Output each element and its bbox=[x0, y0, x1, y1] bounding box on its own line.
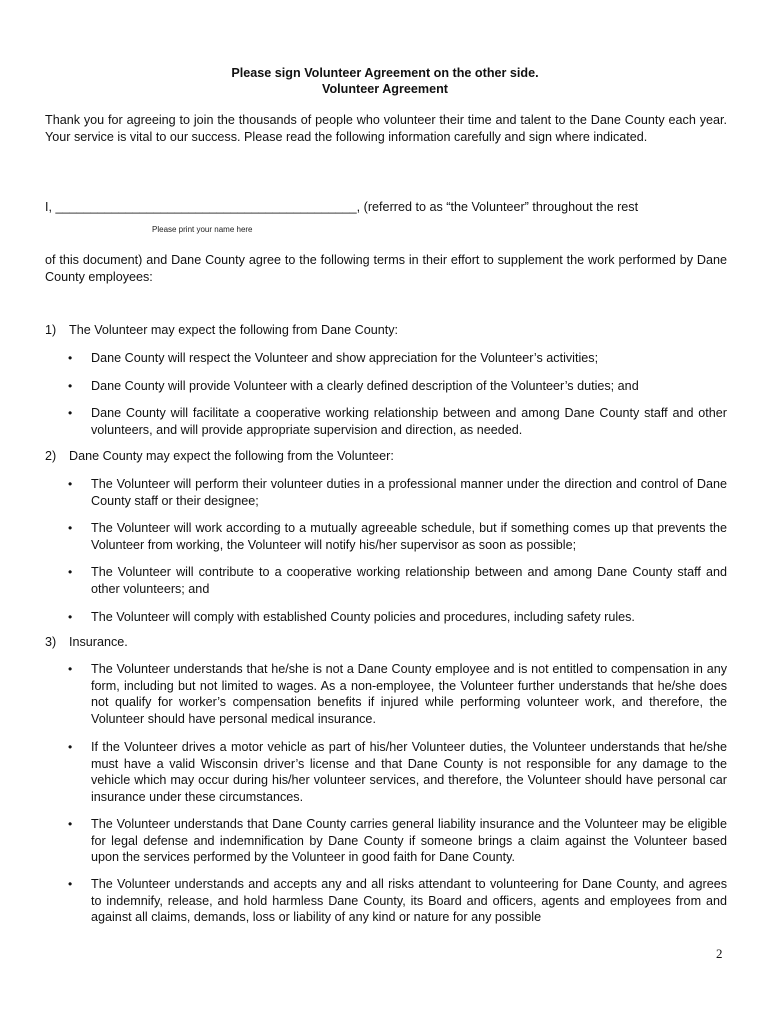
list-item-text: The Volunteer will perform their volunteer duties in a professional manner under the direction and control of Dane County staff or their designee; bbox=[91, 477, 727, 508]
list-item-text: The Volunteer will work according to a mutually agreeable schedule, but if something comes up that prevents the Volunteer from working, the Volunteer will notify his/her supervisor as soon as possible; bbox=[91, 521, 727, 552]
section-number: 1) bbox=[45, 323, 57, 337]
section-3-heading bbox=[45, 634, 128, 651]
section-number: 2) bbox=[45, 449, 57, 463]
bullet-icon: • bbox=[68, 565, 73, 579]
list-item-text: Dane County will facilitate a cooperative working relationship between and among Dane County staff and other volunteers, and will provide appropriate supervision and direction, as needed. bbox=[91, 406, 727, 437]
list-item-text: The Volunteer understands that Dane County carries general liability insurance and the Volunteer may be eligible for legal defense and indemnification by Dane County if someone brings a claim against the Volunteer based upon the services performed by the Volunteer in good faith for Dane County. bbox=[91, 817, 727, 865]
bullet-icon: • bbox=[68, 610, 73, 624]
bullet-icon: • bbox=[68, 477, 73, 491]
list-item bbox=[68, 876, 727, 926]
continuation-paragraph: of this document) and Dane County agree to the following terms in their effort to supplement the work performed by Dane County employees: bbox=[45, 253, 727, 284]
list-item bbox=[68, 564, 727, 597]
page-title: Volunteer Agreement bbox=[322, 82, 448, 96]
bullet-icon: • bbox=[68, 351, 73, 365]
bullet-icon: • bbox=[68, 877, 73, 891]
list-item bbox=[68, 378, 727, 395]
list-item-text: Dane County will respect the Volunteer and show appreciation for the Volunteer’s activities; bbox=[91, 351, 599, 365]
section-1-heading bbox=[45, 322, 398, 339]
list-item-text: If the Volunteer drives a motor vehicle as part of his/her Volunteer duties, the Volunteer understands that he/she must have a valid Wisconsin driver’s license and that Dane County is not responsible for any damage to the vehicle which may occur during his/her volunteer services, and therefore, the Volunteer should have personal car insurance under these circumstances. bbox=[91, 740, 727, 804]
list-item bbox=[68, 816, 727, 866]
list-item-text: Dane County will provide Volunteer with a clearly defined description of the Volunteer’s duties; and bbox=[91, 379, 639, 393]
list-item bbox=[68, 405, 727, 438]
intro-paragraph: Thank you for agreeing to join the thousands of people who volunteer their time and talent to the Dane County each year. Your service is vital to our success. Please read the following information carefully and sign where indicated. bbox=[45, 113, 727, 144]
section-number: 3) bbox=[45, 635, 57, 649]
name-entry-line[interactable]: I, ___________________________________________, (referred to as “the Volunteer” throughout the rest bbox=[45, 200, 639, 214]
list-item bbox=[68, 476, 727, 509]
section-title: Insurance. bbox=[69, 635, 128, 649]
list-item bbox=[68, 350, 727, 367]
section-title: The Volunteer may expect the following from Dane County: bbox=[69, 323, 399, 337]
list-item bbox=[68, 609, 727, 626]
list-item-text: The Volunteer understands that he/she is not a Dane County employee and is not entitled to compensation in any form, including but not limited to wages. As a non-employee, the Volunteer further understands that he/she does not qualify for worker’s compensation benefits if injured while performing volunteer work, and therefore, the Volunteer should have personal medical insurance. bbox=[91, 662, 727, 726]
page-number: 2 bbox=[716, 946, 723, 961]
bullet-icon: • bbox=[68, 379, 73, 393]
section-title: Dane County may expect the following from the Volunteer: bbox=[69, 449, 394, 463]
bullet-icon: • bbox=[68, 406, 73, 420]
list-item-text: The Volunteer will contribute to a cooperative working relationship between and among Dane County staff and other volunteers; and bbox=[91, 565, 727, 596]
list-item bbox=[68, 661, 727, 727]
bullet-icon: • bbox=[68, 817, 73, 831]
bullet-icon: • bbox=[68, 521, 73, 535]
list-item bbox=[68, 739, 727, 805]
list-item-text: The Volunteer will comply with established County policies and procedures, including safety rules. bbox=[91, 610, 635, 624]
notice-heading: Please sign Volunteer Agreement on the other side. bbox=[231, 66, 539, 80]
section-2-heading bbox=[45, 448, 394, 465]
bullet-icon: • bbox=[68, 740, 73, 754]
list-item bbox=[68, 520, 727, 553]
name-hint: Please print your name here bbox=[152, 225, 253, 234]
list-item-text: The Volunteer understands and accepts any and all risks attendant to volunteering for Dane County, and agrees to indemnify, release, and hold harmless Dane County, its Board and officers, agents and employees from and against all claims, demands, loss or liability of any kind or nature for any possible bbox=[91, 877, 727, 925]
bullet-icon: • bbox=[68, 662, 73, 676]
